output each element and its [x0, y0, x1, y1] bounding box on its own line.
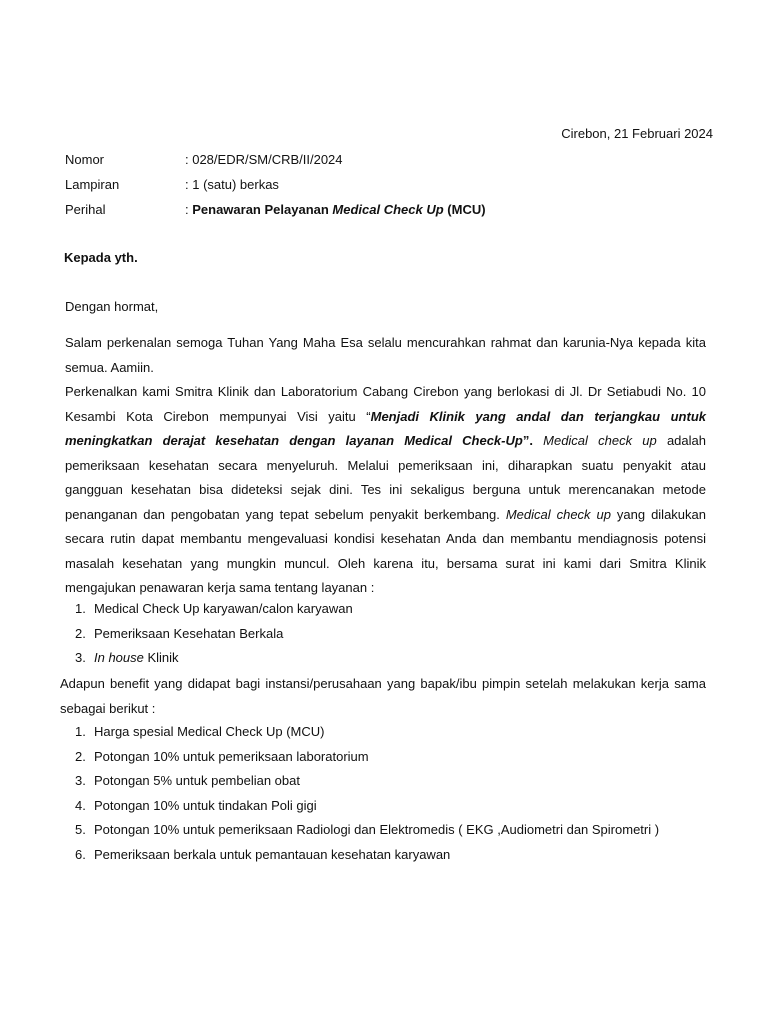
paragraph-introduction: [65, 380, 706, 601]
meta-label: Perihal: [65, 202, 106, 217]
vision-statement: Menjadi Klinik yang andal dan terjangkau untuk meningkatkan derajat kesehatan dengan layanan Medical Check-Up: [65, 408, 706, 448]
list-text: Harga spesial Medical Check Up (MCU): [94, 724, 325, 739]
list-number: 1.: [75, 724, 86, 739]
list-text: Potongan 10% untuk pemeriksaan Radiologi dan Elektromedis ( EKG ,Audiometri dan Spirometri ): [94, 822, 660, 837]
benefits-list: [75, 720, 659, 867]
list-text: Potongan 5% untuk pembelian obat: [94, 773, 300, 788]
meta-value: : 028/EDR/SM/CRB/II/2024: [185, 152, 343, 167]
subject-part: Penawaran Pelayanan: [192, 202, 333, 217]
list-number: 3.: [75, 773, 86, 788]
subject-bold: [192, 202, 485, 217]
list-item: [75, 720, 659, 745]
meta-label: Lampiran: [65, 177, 120, 192]
list-item: [75, 769, 659, 794]
text-run-italic: Medical check up: [532, 433, 657, 448]
list-item: [75, 597, 353, 622]
recipient: Kepada yth.: [64, 250, 138, 265]
list-number: 5.: [75, 822, 86, 837]
letter-meta: [65, 151, 486, 226]
subject: [185, 201, 486, 226]
list-text: [94, 646, 179, 671]
services-list: [75, 597, 353, 671]
meta-row-nomor: [65, 151, 486, 176]
paragraph-benefits: Adapun benefit yang didapat bagi instansi/perusahaan yang bapak/ibu pimpin setelah melakukan kerja sama sebagai berikut :: [60, 676, 706, 716]
list-text-rest: Klinik: [143, 650, 179, 665]
list-text: Potongan 10% untuk tindakan Poli gigi: [94, 797, 317, 813]
list-item: [75, 745, 659, 770]
list-number: 4.: [75, 797, 86, 813]
subject-colon: :: [185, 202, 193, 217]
place-date: Cirebon, 21 Februari 2024: [561, 126, 713, 141]
list-text: Potongan 10% untuk pemeriksaan laboratorium: [94, 748, 369, 764]
subject-italic: Medical Check Up: [332, 202, 444, 217]
list-item: [75, 622, 353, 647]
list-number: 1.: [75, 601, 86, 616]
salutation: Dengan hormat,: [65, 299, 159, 314]
letter-body: [65, 331, 706, 601]
text-run: adalah pemeriksaan kesehatan secara menyeluruh. Melalui pemeriksaan ini, diharapkan suatu penyakit atau gangguan kesehatan bisa dideteksi sejak dini. Tes ini sekaligus berguna untuk merencanakan metode penanganan dan pengobatan yang tepat sebelum penyakit berkembang.: [65, 433, 706, 522]
list-text: Medical Check Up karyawan/calon karyawan: [94, 601, 353, 616]
list-item: [75, 794, 659, 819]
list-number: 6.: [75, 846, 86, 862]
list-text-italic: In house: [94, 650, 144, 665]
subject-part: (MCU): [443, 202, 486, 217]
list-number: 2.: [75, 625, 86, 641]
meta-label: Nomor: [65, 152, 105, 167]
text-run: ”.: [522, 433, 533, 448]
list-text: Pemeriksaan berkala untuk pemantauan kesehatan karyawan: [94, 846, 451, 862]
list-item: [75, 818, 659, 843]
text-run-italic: Medical check up: [505, 506, 611, 522]
list-number: 3.: [75, 650, 86, 665]
paragraph-greeting: Salam perkenalan semoga Tuhan Yang Maha Esa selalu mencurahkan rahmat dan karunia-Nya kepada kita semua. Aamiin.: [65, 335, 706, 375]
text-run: Perkenalkan kami Smitra Klinik dan Laboratorium Cabang Cirebon yang berlokasi di Jl. Dr Setiabudi No. 10 Kesambi Kota Cirebon mempunyai Visi yaitu “: [65, 384, 706, 424]
list-item: [75, 843, 659, 868]
meta-row-lampiran: [65, 176, 486, 201]
list-item: [75, 646, 353, 671]
meta-value: : 1 (satu) berkas: [185, 177, 279, 192]
list-number: 2.: [75, 748, 86, 764]
text-run: yang dilakukan secara rutin dapat membantu mengevaluasi kondisi kesehatan Anda dan membantu mendiagnosis potensi masalah kesehatan yang mungkin muncul. Oleh karena itu, bersama surat ini kami dari Smitra Klinik mengajukan penawaran kerja sama tentang layanan :: [65, 506, 706, 595]
list-text: Pemeriksaan Kesehatan Berkala: [94, 625, 284, 641]
meta-row-perihal: [65, 201, 486, 226]
